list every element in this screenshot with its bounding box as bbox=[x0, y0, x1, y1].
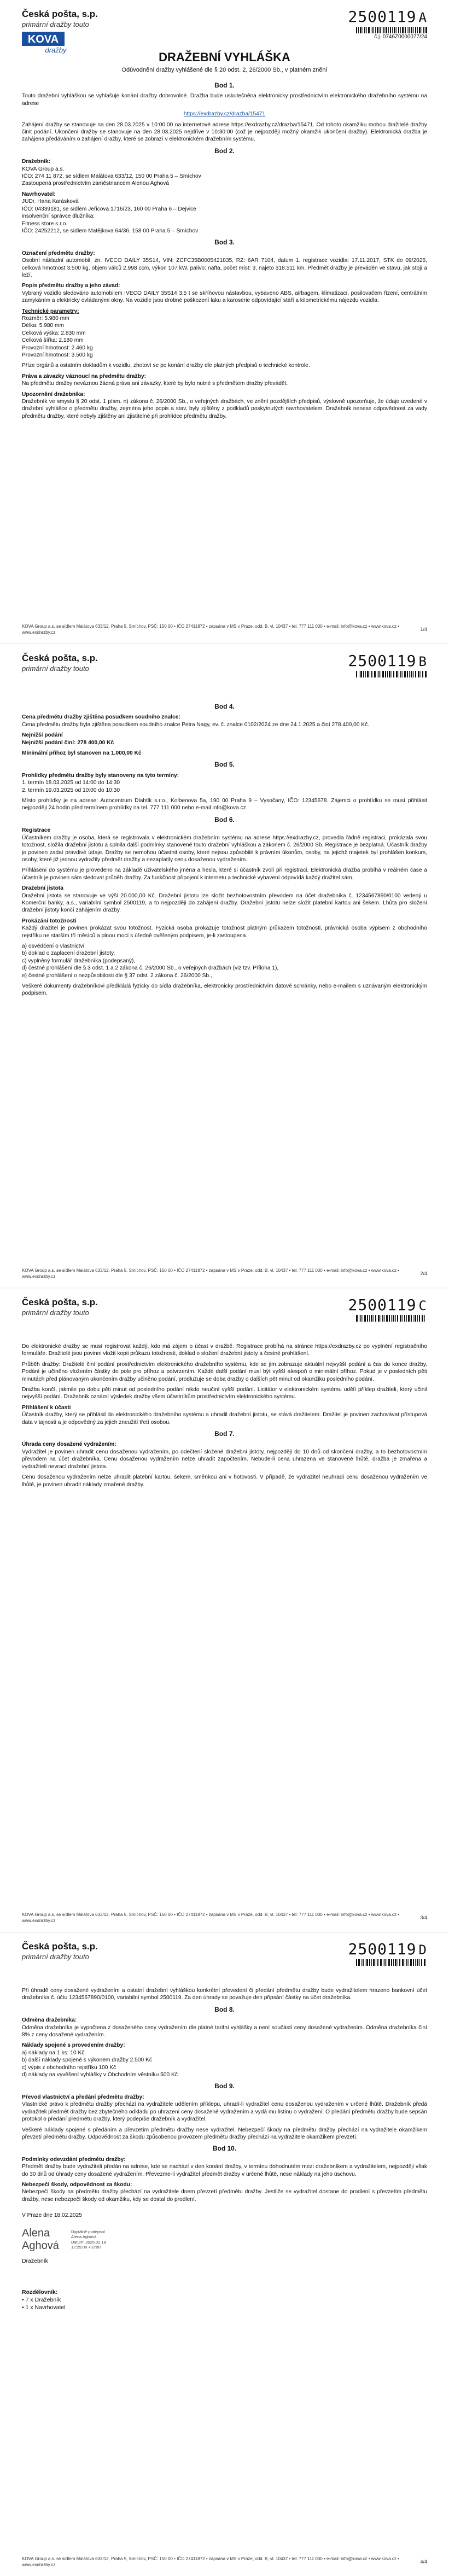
company-name: Česká pošta, s.p. bbox=[22, 1941, 98, 1952]
tech-label: Technické parametry: bbox=[22, 308, 79, 314]
nebezpeci-text: Nebezpečí škody na předmětu dražby přechází na vydražitele dnem převzetí předmětu dražby. Jestliže se vydražitel dostane do prodlení s převzetím předmětu dražby, nese nebezpečí škody od okamžiku, kdy se dostal do prodlení. bbox=[22, 2189, 427, 2203]
prohlidka-label: Prohlídky předmětu dražby byly stanoveny na tyto termíny: bbox=[22, 772, 179, 779]
odhad-text: Cena předmětu dražby byla zjištěna posudkem soudního znalce Petra Nagy, ev. č. znalce 0102/2024 ze dne 24.1.2025 a činí 278.400,00 Kč. bbox=[22, 721, 370, 728]
signature-block bbox=[22, 2227, 427, 2309]
bod-1-text: Touto dražební vyhláškou se vyhlašuje konání dražby dobrovolné. Dražba bude uskutečněna elektronicky prostřednictvím elektronického dražebního systému na adrese bbox=[22, 93, 427, 107]
page-number: 1/4 bbox=[420, 627, 427, 632]
uhrada-label: Úhrada ceny dosažené vydražením: bbox=[22, 1441, 116, 1448]
registrace-text-2: Přihlášení do systému je provedeno na základě uživatelského jména a hesla, které si účastník zvolí při registraci. Elektronická dražba probíhá v reálném čase a účastník je povinen sám sledovat průběh dražby. Za funkčnost připojení k internetu a technické vybavení odpovídá každý dražitel sám. bbox=[22, 867, 427, 881]
minimalni-prihoz: Minimální příhoz byl stanoven na 1.000,00 Kč bbox=[22, 750, 142, 757]
tech-list bbox=[22, 315, 427, 359]
naklady-list bbox=[22, 2049, 427, 2079]
navrhovatel-text: JUDr. Hana Karásková IČO: 04339181, se sídlem Jeřicova 1716/23, 160 00 Praha 6 – Dejvice insolvenční správce dlužníka: Fitness store s.r.o. IČO: 24252212, se sídlem Matějkova 64/36, 158 00 Praha 5 – Smíchov bbox=[22, 198, 199, 234]
bod-2-title: Bod 2. bbox=[214, 147, 235, 155]
list-item: c) výpis z obchodního rejstříku 100 Kč bbox=[22, 2064, 116, 2071]
nebezpeci-label: Nebezpečí škody, odpovědnost za škodu: bbox=[22, 2181, 132, 2188]
page-3-body bbox=[22, 1343, 427, 1492]
rozdelovnik-label: Rozdělovník: bbox=[22, 2288, 58, 2295]
barcode-icon bbox=[356, 1315, 427, 1324]
tech-item: Provozní hmotnost: 2.460 kg bbox=[22, 344, 93, 351]
list-item: • 7 x Dražebník bbox=[22, 2296, 61, 2303]
reference-number: č.j. 0746Z0000077/24 bbox=[374, 34, 427, 40]
predmet-label: Označení předmětu dražby: bbox=[22, 250, 95, 256]
bod-6-title: Bod 6. bbox=[214, 815, 235, 823]
odmena-text: Odměna dražebníka je vypočtena z dosaženého ceny vydražením dle platné tarifní vyhlášky a není součástí ceny dosažené vydražením. Odměna dražebníka činí 8% z ceny dosažené vydražením. bbox=[22, 2024, 427, 2038]
bod-10-title: Bod 10. bbox=[212, 2145, 237, 2153]
nejnizsi-text: Nejnižší podání činí: 278 400,00 Kč bbox=[22, 739, 114, 746]
tech-item: Celková šířka: 2.180 mm bbox=[22, 337, 84, 344]
drazebnik-label: Dražebník: bbox=[22, 159, 51, 165]
list-item: • 1 x Navrhovatel bbox=[22, 2304, 66, 2311]
odmena-label: Odměna dražebníka: bbox=[22, 2017, 77, 2024]
distribution-list bbox=[22, 2288, 66, 2311]
company-tagline: primární dražby touto bbox=[22, 664, 89, 673]
prokazani-label: Prokázání totožnosti bbox=[22, 918, 77, 924]
svg-text:KOVA: KOVA bbox=[27, 33, 59, 45]
list-item: b) doklad o zaplacení dražební jistoty, bbox=[22, 950, 115, 957]
bod-8-title: Bod 8. bbox=[214, 2005, 235, 2013]
page-number: 4/4 bbox=[420, 2559, 427, 2565]
list-item: d) čestné prohlášení dle § 3 odst. 1 a 2 zákona č. 26/2000 Sb., o veřejných dražbách (viz tzv. Příloha 1), bbox=[22, 965, 279, 972]
company-tagline: primární dražby touto bbox=[22, 20, 89, 28]
upozorneni-label: Upozornění dražebníka: bbox=[22, 391, 85, 398]
podminky-label: Podmínky odevzdání předmětu dražby: bbox=[22, 2156, 126, 2163]
tech-item: Celková výška: 2.830 mm bbox=[22, 330, 86, 336]
registrace-text: Účastníkem dražby je osoba, která se registrovala v elektronickém dražebním systému na adrese https://exdrazby.cz, provedla řádně registraci, prokázala svou totožnost, složila dražební jistotu a splnila další podmínky stanovené touto dražební vyhláškou a zákonem č. 26/2000 Sb. Registrace je bezplatná. Účastník dražby je povinen zadat pravdivé údaje. Dražby se nemohou účastnit osoby, které nejsou způsobilé k právním úkonům, osoby, na jejichž majetek byl prohlášen konkurs, osoby, které již jednou vydražily předmět dražby a nezaplatily cenu dosaženou vydražením. bbox=[22, 834, 427, 863]
signature-role: Dražebník bbox=[22, 2257, 48, 2264]
bod-1-text-2: Zahájení dražby se stanovuje na den 28.03.2025 v 10:00:00 na internetové adrese https://exdrazby.cz/drazba/15471. Od tohoto okamžiku mohou dražitelé dražby činit podání. Ukončení dražby se stanovuje na den 28.03.2025 nejdříve v 10:30:00 (což je nejpozději možný okamžik ukončení dražby). Elektronická dražba je zahájena předáváním o zahájení dražby, které se zobrazí v elektronickém dražebním systému. bbox=[22, 121, 427, 143]
jistota-text: Dražební jistota se stanovuje ve výši 20.000,00 Kč. Dražební jistotu lze složit bezhotovostním převodem na účet dražebníka č. 1234567890/0100 vedený u Komerční banky, a.s., variabilní symbol 2500119, a to nejpozději do zahájení dražby. Dražební jistotu nelze složit platební kartou ani šekem. Lhůta pro složení dražební jistoty končí zahájením dražby. bbox=[22, 892, 427, 914]
company-name: Česká pošta, s.p. bbox=[22, 1297, 98, 1307]
barcode-icon bbox=[356, 670, 427, 680]
list-item: a) osvědčení o vlastnictví bbox=[22, 943, 85, 949]
bod-7-title: Bod 7. bbox=[214, 1430, 235, 1438]
upozorneni-text: Dražebník ve smyslu § 20 odst. 1 písm. n) zákona č. 26/2000 Sb., o veřejných dražbách, ve znění pozdějších předpisů, výslovně upozorňuje, že údaje uvedené v dražební vyhlášce o předmětu dražby, zejména jeho popis a stav, byly zjištěny z podkladů poskytnutých navrhovatelem. Dražebník nenese odpovědnost za vady předmětu dražby, které nebyly zjištěny ani zjistitelné při prohlídce předmětu dražby. bbox=[22, 399, 427, 419]
nejnizsi-label: Nejnižší podání bbox=[22, 732, 63, 739]
uhrada-text-2: Cenu dosaženou vydražením nelze uhradit platební kartou, šekem, směnkou ani v hotovosti. V případě, že vydražitel neuhradí cenu dosaženou vydražením ve lhůtě, je povinen uhradit náklady zmařené dražby. bbox=[22, 1474, 427, 1488]
page-footer: KOVA Group a.s. se sídlem Malátova 633/12, Praha 5, Smíchov, PSČ: 150 00 • IČO 27411872 • zapsána v MS v Praze, odd. B, vl. 10437 • tel: 777 111 000 • e-mail: info@kova.cz • www.kova.cz • www.exdrazby.cz bbox=[22, 624, 399, 635]
naklady-label: Náklady spojené s provedením dražby: bbox=[22, 2042, 125, 2049]
jistota-label: Dražební jistota bbox=[22, 885, 63, 892]
vybaveni-text: Příze orgánů a ostatním dokladům k vozidlu, zhotoví se po konání dražby dle platných předpisů o technické kontrole. bbox=[22, 363, 310, 369]
prohlidka-text: Místo prohlídky je na adrese: Autocentrum Dlahtlk s.r.o., Kolbenova 5a, 190 00 Praha 9 – Vysočany, IČO: 12345678. Zájemci o prohlídku se musí přihlásit nejpozději 24 hodin před termínem prohlídky na tel. 777 111 000 nebo e-mail info@kova.cz. bbox=[22, 798, 427, 811]
signature-name: Alena Aghová bbox=[22, 2227, 59, 2252]
company-name: Česká pošta, s.p. bbox=[22, 9, 98, 19]
auction-link[interactable]: https://exdrazby.cz/drazba/15471 bbox=[183, 111, 266, 118]
documents-list bbox=[22, 943, 427, 979]
page-2-body bbox=[22, 699, 427, 1001]
svg-text:dražby: dražby bbox=[45, 46, 67, 54]
company-name: Česká pošta, s.p. bbox=[22, 653, 98, 663]
zatizeni-label: Práva a závazky váznoucí na předmětu dražby: bbox=[22, 373, 147, 379]
tech-item: Délka: 5.980 mm bbox=[22, 323, 65, 329]
document-code: 2500119 A bbox=[348, 8, 427, 26]
prubeh-text-2: Průběh dražby: Dražitelé činí podání prostřednictvím elektronického dražebního systému, kde se jim zobrazuje aktuální nejvyšší podání a čas do konce dražby. Podání je učiněno vložením částky do pole pro příhoz a potvrzením. Každé další podání musí být vyšší alespoň o minimální příhoz. Pokud je v posledních pěti minutách před plánovaným ukončením dražby učiněno podání, prodlužuje se doba dražby o dalších pět minut od okamžiku posledního podání. bbox=[22, 1361, 427, 1382]
list-item: b) další náklady spojené s výkonem dražby 2.500 Kč bbox=[22, 2057, 152, 2064]
list-item: a) náklady na 1 ks: 10 Kč bbox=[22, 2049, 85, 2056]
page-number: 2/4 bbox=[420, 1271, 427, 1276]
predani-text: Vlastnické právo k předmětu dražby přechází na vydražitele udělením příklepu, uhradí-li vydražitel cenu dosaženou vydražením v určené lhůtě. Dražebník předá vydražiteli předmět dražby bez zbytečného odkladu po uhrazení ceny dosažené vydražením a vydá mu listinu o vydražení. O předání předmětu dražby bude sepsán protokol o předání předmětu dražby, který podepíše dražebník a vydražitel. bbox=[22, 2101, 427, 2123]
page-1-body bbox=[22, 78, 427, 423]
podminky-text: Předmět dražby bude vydražiteli předán na adrese, kde se nachází v den konání dražby, v termínu dohodnutém mezi dražebníkem a vydražitelem, nejpozději však do 30 dnů od úhrady ceny dosažené vydražením. Převezme-li vydražitel předmět dražby v určené lhůtě, nese náklady na jeho úschovu. bbox=[22, 2164, 427, 2177]
bod-5-title: Bod 5. bbox=[214, 761, 235, 769]
prubeh-text-3: Dražba končí, jakmile po dobu pěti minut od posledního podání nikdo neučiní vyšší podání. Licitátor v elektronickém systému udělí příklep dražiteli, který učinil nejvyšší podání. Dražebník oznámí výsledek dražby všem účastníkům prostřednictvím elektronického systému. bbox=[22, 1387, 427, 1400]
bod-1-title: Bod 1. bbox=[214, 81, 235, 89]
popis-text: Vybraný vozidlo sledováno automobilem IVECO DAILY 35S14 3.5 t se skříňovou nástavbou, vybaveno ABS, airbagem, klimatizací, posilovačem řízení, centrálním zamykáním a elektricky ovládanými okny. Na vozidle jsou drobné poškození laku a karoserie odpovídající stáří a kilometrickému nájezdu vozidla. bbox=[22, 290, 427, 304]
predani-label: Převod vlastnictví a předání předmětu dražby: bbox=[22, 2094, 144, 2100]
sign-place-date: V Praze dne 18.02.2025 bbox=[22, 2212, 82, 2219]
registrace-label: Registrace bbox=[22, 827, 51, 834]
signature-detail: Digitálně podepsal Alena Aghová Datum: 2025.02.18 12:25:08 +01'00' bbox=[71, 2229, 106, 2250]
bod-9-title: Bod 9. bbox=[214, 2082, 235, 2090]
bod-3-title: Bod 3. bbox=[214, 238, 235, 247]
bod-4-title: Bod 4. bbox=[214, 703, 235, 710]
document-title: DRAŽEBNÍ VYHLÁŠKA bbox=[159, 50, 290, 64]
zatizeni-text: Na předmětu dražby neváznou žádná práva ani závazky, které by bylo nutné s předmětem dražby převádět. bbox=[22, 381, 288, 387]
page-3 bbox=[0, 1288, 449, 1932]
company-tagline: primární dražby touto bbox=[22, 1953, 89, 1961]
tech-item: Provozní hmotnost: 3.500 kg bbox=[22, 352, 93, 358]
navrhovatel-label: Navrhovatel: bbox=[22, 191, 56, 197]
list-item: c) vyplněný formulář dražebníka (podepsaný), bbox=[22, 957, 136, 964]
document-code: 2500119 D bbox=[348, 1940, 427, 1958]
odhad-label: Cena předmětu dražby zjištěna posudkem soudního znalce: bbox=[22, 714, 180, 721]
page-footer: KOVA Group a.s. se sídlem Malátova 633/12, Praha 5, Smíchov, PSČ: 150 00 • IČO 27411872 • zapsána v MS v Praze, odd. B, vl. 10437 • tel: 777 111 000 • e-mail: info@kova.cz • www.kova.cz • www.exdrazby.cz bbox=[22, 2556, 399, 2567]
document-subtitle: Odůvodnění dražby vyhlášené dle § 20 odst. 2, 26/2000 Sb., v platném znění bbox=[121, 67, 328, 73]
drazebnik-text: KOVA Group a.s. IČO: 274 11 872, se sídlem Malátova 633/12, 150 00 Praha 5 – Smíchov Zastoupená prostřednictvím zaměstnancem Alenou Aghová bbox=[22, 166, 201, 187]
uhrada-text: Vydražitel je povinen uhradit cenu dosaženou vydražením, po odečtení složené dražební jistoty, nejpozději do 10 dnů od skončení dražby, a to bezhotovostním převodem na účet dražebníka. Cenu dosaženou vydražením nelze uhradit započtením. Nebude-li cena uhrazena ve stanovené lhůtě, dražba je zmařena a vydražiteli nevrací dražební jistota. bbox=[22, 1448, 427, 1470]
list-item: d) náklady na vyvěšení vyhlášky v Obchodním věstníku 500 Kč bbox=[22, 2072, 178, 2078]
page-2 bbox=[0, 644, 449, 1288]
prokazani-text: Každý dražitel je povinen prokázat svou totožnost. Fyzická osoba prokazuje totožnost platným průkazem totožnosti, právnická osoba výpisem z obchodního rejstříku ne starším tří měsíců a plnou mocí s úředně ověřeným podpisem, je-li zastoupena. bbox=[22, 925, 427, 939]
company-tagline: primární dražby touto bbox=[22, 1309, 89, 1317]
document-code: 2500119 B bbox=[348, 652, 427, 670]
prokazani-text-2: Veškeré dokumenty dražebníkovi předkládá fyzicky do sídla dražebníka, elektronicky prostřednictvím datové schránky, nebo e-mailem s uznávaným elektronickým podpisem. bbox=[22, 983, 427, 997]
page-number: 3/4 bbox=[420, 1915, 427, 1920]
document-code: 2500119 C bbox=[348, 1296, 427, 1314]
ucastnik-label: Přihlášení k účasti bbox=[22, 1404, 71, 1411]
page-4 bbox=[0, 1932, 449, 2576]
bod-8-intro: Při úhradě ceny dosažené vydražením a ostatní dražební vyhláškou konkrétní převedení či předání předmětu dražby bude vydražitelem hrazeno bankovní účet dražebníka č. účtu 1234567890/0100, variabilní symbol 2500119. Za den úhrady se považuje den připsání částky na účet dražebníka. bbox=[22, 1988, 427, 2001]
tech-item: Rozměr: 5.980 mm bbox=[22, 315, 69, 322]
prohlidka-terms: 1. termín 18.03.2025 od 14:00 do 14:30 2. termín 19.03.2025 od 10:00 do 10:30 bbox=[22, 780, 120, 793]
ucastnik-text: Účastník dražby, který se přihlásil do elektronického dražebního systému a uhradil dražební jistotu, se stává dražitelem. Dražitel je povinen zachovávat přístupová data v tajnosti a je odpovědný za jejich zneužití třetí osobou. bbox=[22, 1412, 427, 1426]
page-1 bbox=[0, 0, 449, 644]
predani-text-2: Veškeré náklady spojené s předáním a převzetím předmětu dražby nese vydražitel. Nebezpečí škody na předmětu dražby přechází na vydražitele okamžikem převzetí předmětu dražby. Odpovědnost za škodu způsobenou provozem předmětu dražby přechází na vydražitele okamžikem převzetí. bbox=[22, 2127, 427, 2140]
popis-label: Popis předmětu dražby a jeho závad: bbox=[22, 283, 120, 289]
barcode-icon bbox=[356, 1959, 427, 1968]
list-item: e) čestné prohlášení o nezpůsobilosti dle § 37 odst. 2 zákona č. 26/2000 Sb., bbox=[22, 972, 212, 979]
page-4-body bbox=[22, 1987, 427, 2309]
prubeh-text: Do elektronické dražby se musí registrovat každý, kdo má zájem o účast v dražbě. Registrace probíhá na stránce https://exdrazby.cz po vyplnění registračního formuláře. Dražitelé jsou povinni vložit kopii průkazu totožnosti, doklad o složení dražební jistoty a čestné prohlášení. bbox=[22, 1344, 427, 1357]
page-footer: KOVA Group a.s. se sídlem Malátova 633/12, Praha 5, Smíchov, PSČ: 150 00 • IČO 27411872 • zapsána v MS v Praze, odd. B, vl. 10437 • tel: 777 111 000 • e-mail: info@kova.cz • www.kova.cz • www.exdrazby.cz bbox=[22, 1912, 399, 1923]
predmet-text: Osobní nákladní automobil, zn. IVECO DAILY 35S14, VIN: ZCFC35B0005421835, RZ: 6AR 7104, datum 1. registrace vozidla: 17.11.2017, STK do 09/2025, celková hmotnost 3.500 kg, objem válců 2.998 ccm, výkon 107 kW, palivo: nafta, počet míst: 3, najeto 318.511 km. Předmět dražby je převáděn ve stavu, jak stojí a leží. bbox=[22, 258, 427, 278]
page-footer: KOVA Group a.s. se sídlem Malátova 633/12, Praha 5, Smíchov, PSČ: 150 00 • IČO 27411872 • zapsána v MS v Praze, odd. B, vl. 10437 • tel: 777 111 000 • e-mail: info@kova.cz • www.kova.cz • www.exdrazby.cz bbox=[22, 1268, 399, 1279]
